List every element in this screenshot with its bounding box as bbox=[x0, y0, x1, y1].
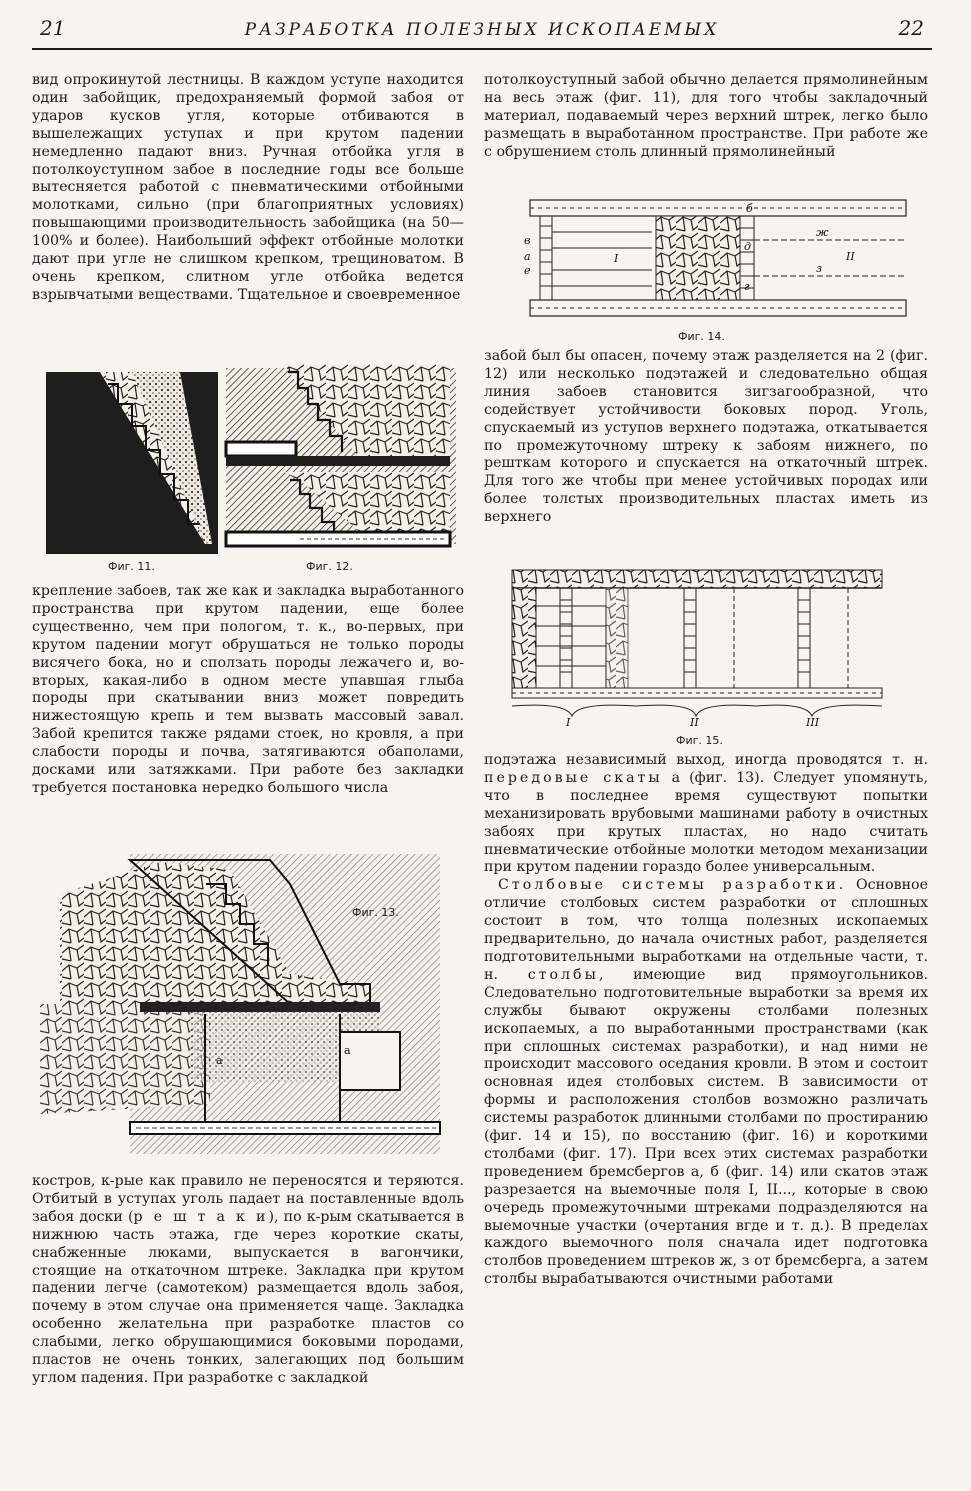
figure-14 bbox=[522, 196, 914, 324]
left-column-text-1 bbox=[32, 72, 464, 305]
page-number-right: 22 bbox=[898, 16, 924, 40]
figure-13 bbox=[40, 854, 450, 1156]
text-run: . Основное отличие столбовых систем разработки от сплошных состоит в том, что толща полезных ископаемых предварительно, до начала очистных работ, разделяется подготовительными выработками на отдельные части, т. н. bbox=[484, 877, 928, 983]
fig14-label-e: е bbox=[524, 264, 531, 277]
fig14-label-v: в bbox=[524, 234, 531, 247]
paragraph: потолкоуступный забой обычно делается прямолинейным на весь этаж (фиг. 11), для того чтобы закладочный материал, подаваемый через верхний штрек, легко было размещать в выработанном пространстве. При работе же с обрушением столь длинный прямолинейный bbox=[484, 72, 928, 160]
fig15-label-II: II bbox=[690, 716, 699, 728]
fig14-label-a: а bbox=[524, 250, 531, 263]
right-column-text-1 bbox=[484, 72, 928, 162]
caption-fig-15: Фиг. 15. bbox=[676, 734, 723, 747]
figure-11-12 bbox=[40, 364, 460, 559]
fig13-label-a: а bbox=[216, 1054, 223, 1067]
text-run: ), по к-рым скатывается в нижнюю часть этажа, где через короткие скаты, снабженные люками, выпускается в вагончики, стоящие на откаточном штреке. Закладка при крутом падении легче (самотеком) размещается вдоль забоя, почему в этом случае она применяется чаще. Закладка особенно желательна при разработке пластов со слабыми, легко обрушающимися боковыми породами, пластов не очень тонких, залегающих под большим углом падения. При разработке с закладкой bbox=[32, 1208, 464, 1386]
text-run: , имеющие вид прямоугольников. Следовательно подготовительные выработки за время их службы бывают окружены столбами полезных ископаемых, а по выработанными пространствами (как при сплошных системах разработки), и над ними не происходит массового оседания кровли. В этом и состоит основная идея столбовых систем. В зависимости от формы и расположения столбов возможно различать системы разработок длинными столбами по простиранию (фиг. 14 и 15), по восстанию (фиг. 16) и короткими столбами (фиг. 17). При всех этих системах разработки проведением бремсбергов а, б (фиг. 14) или скатов этаж разрезается на выемочные поля I, II..., которые в свою очередь промежуточными штреками подразделяются на выемочные участки (очертания вгде и т. д.). В пределах каждого выемочного поля сначала идет подготовка столбов проведением штреков ж, з от бремсберга, а затем столбы вырабатываются очистными работами bbox=[484, 966, 928, 1288]
text-run: подэтажа независимый выход, иногда проводятся т. н. bbox=[484, 752, 928, 768]
fig14-label-I: I bbox=[614, 252, 619, 265]
text-run: костров, к-рые как правило не переносятся и теряются. Отбитый в уступах уголь падает на поставленные вдоль забоя доски ( bbox=[32, 1173, 464, 1225]
paragraph: забой был бы опасен, почему этаж разделяется на 2 (фиг. 12) или несколько подэтажей и следовательно общая линия забоев становится зигзагообразной, что содействует устойчивости боковых пород. Уголь, спускаемый из уступов верхнего подэтажа, откатывается по промежуточному штреку к забоям нижнего, по решткам которого и спускается на откаточный штрек. Для того же чтобы при менее устойчивых породах или более толстых производительных пластах иметь из верхнего bbox=[484, 348, 928, 526]
fig15-label-III: III bbox=[806, 716, 820, 728]
figure-12-drawing bbox=[226, 364, 456, 546]
term-peredovye-skaty: передовые скаты bbox=[484, 769, 663, 786]
fig14-label-II: II bbox=[846, 250, 855, 263]
paragraph: вид опрокинутой лестницы. В каждом уступе находится один забойщик, предохраняемый формой забоя от ударов кусков угля, которые отбиваются в вышележащих уступах и при крутом падении немедленно падают вниз. Ручная отбойка угля в потолкоуступном забое в последние годы все больше вытесняется работой с пневматическими отбойными молотками, сильно (при благоприятных условиях) повышающими производительность забойщика (на 50—100% и более). Наибольший эффект отбойные молотки дают при угле не слишком крепком, трещиноватом. В очень крепком, слитном угле отбойка ведется взрывчатыми веществами. Тщательное и своевременное bbox=[32, 72, 464, 303]
page-header bbox=[32, 10, 932, 50]
right-column-text-3 bbox=[484, 752, 928, 1289]
left-column-text-2 bbox=[32, 583, 464, 798]
fig15-label-I: I bbox=[566, 716, 571, 728]
figure-15 bbox=[506, 566, 898, 728]
caption-fig-12: Фиг. 12. bbox=[306, 560, 353, 573]
paragraph bbox=[484, 877, 928, 1289]
left-column-text-3 bbox=[32, 1173, 464, 1388]
term-reshtaki: р е ш т а к и bbox=[133, 1208, 269, 1225]
term-stolby: столбы bbox=[527, 966, 599, 983]
figure-15-drawing bbox=[512, 570, 882, 716]
fig14-label-g: г bbox=[744, 280, 750, 293]
section-heading-stolbovye: Столбовые системы разработки bbox=[498, 877, 839, 894]
figure-11-drawing bbox=[46, 372, 218, 554]
caption-fig-14: Фиг. 14. bbox=[678, 330, 725, 343]
paragraph bbox=[484, 752, 928, 877]
caption-fig-13: Фиг. 13. bbox=[352, 906, 399, 919]
fig14-label-z: з bbox=[816, 262, 822, 275]
caption-fig-11: Фиг. 11. bbox=[108, 560, 155, 573]
fig14-label-zh: ж bbox=[816, 226, 829, 239]
fig14-label-d: д bbox=[744, 240, 751, 253]
text-run: а (фиг. 13). Следует упомянуть, что в последнее время существуют попытки механизировать врубовыми машинами работу в очистных забоях при крутых пластах, но надо считать пневматические отбойные молотки методом механизации при крутом падении гораздо более универсальным. bbox=[484, 769, 928, 876]
fig13-label-a2: а bbox=[344, 1044, 351, 1057]
right-column-text-2 bbox=[484, 348, 928, 527]
running-title: РАЗРАБОТКА ПОЛЕЗНЫХ ИСКОПАЕМЫХ bbox=[244, 20, 720, 40]
page-number-left: 21 bbox=[40, 16, 66, 40]
figure-13-drawing bbox=[40, 854, 440, 1154]
paragraph bbox=[32, 1173, 464, 1388]
fig14-label-b: б bbox=[746, 202, 753, 215]
paragraph: крепление забоев, так же как и закладка выработанного пространства при крутом падении, еще более существенно, чем при пологом, т. к., во-первых, при крутом падении могут обрушаться не только породы висячего бока, но и сползать породы лежачего и, во-вторых, какая-либо в одном месте упавшая глыба породы при скатывании вниз может повредить нижестоящую крепь и тем вызвать массовый завал. Забой крепится также рядами стоек, но кровля, а при слабости породы и почва, затягиваются обаполами, досками или затяжками. При работе без закладки требуется постановка нередко большого числа bbox=[32, 583, 464, 796]
header-rule bbox=[32, 48, 932, 50]
